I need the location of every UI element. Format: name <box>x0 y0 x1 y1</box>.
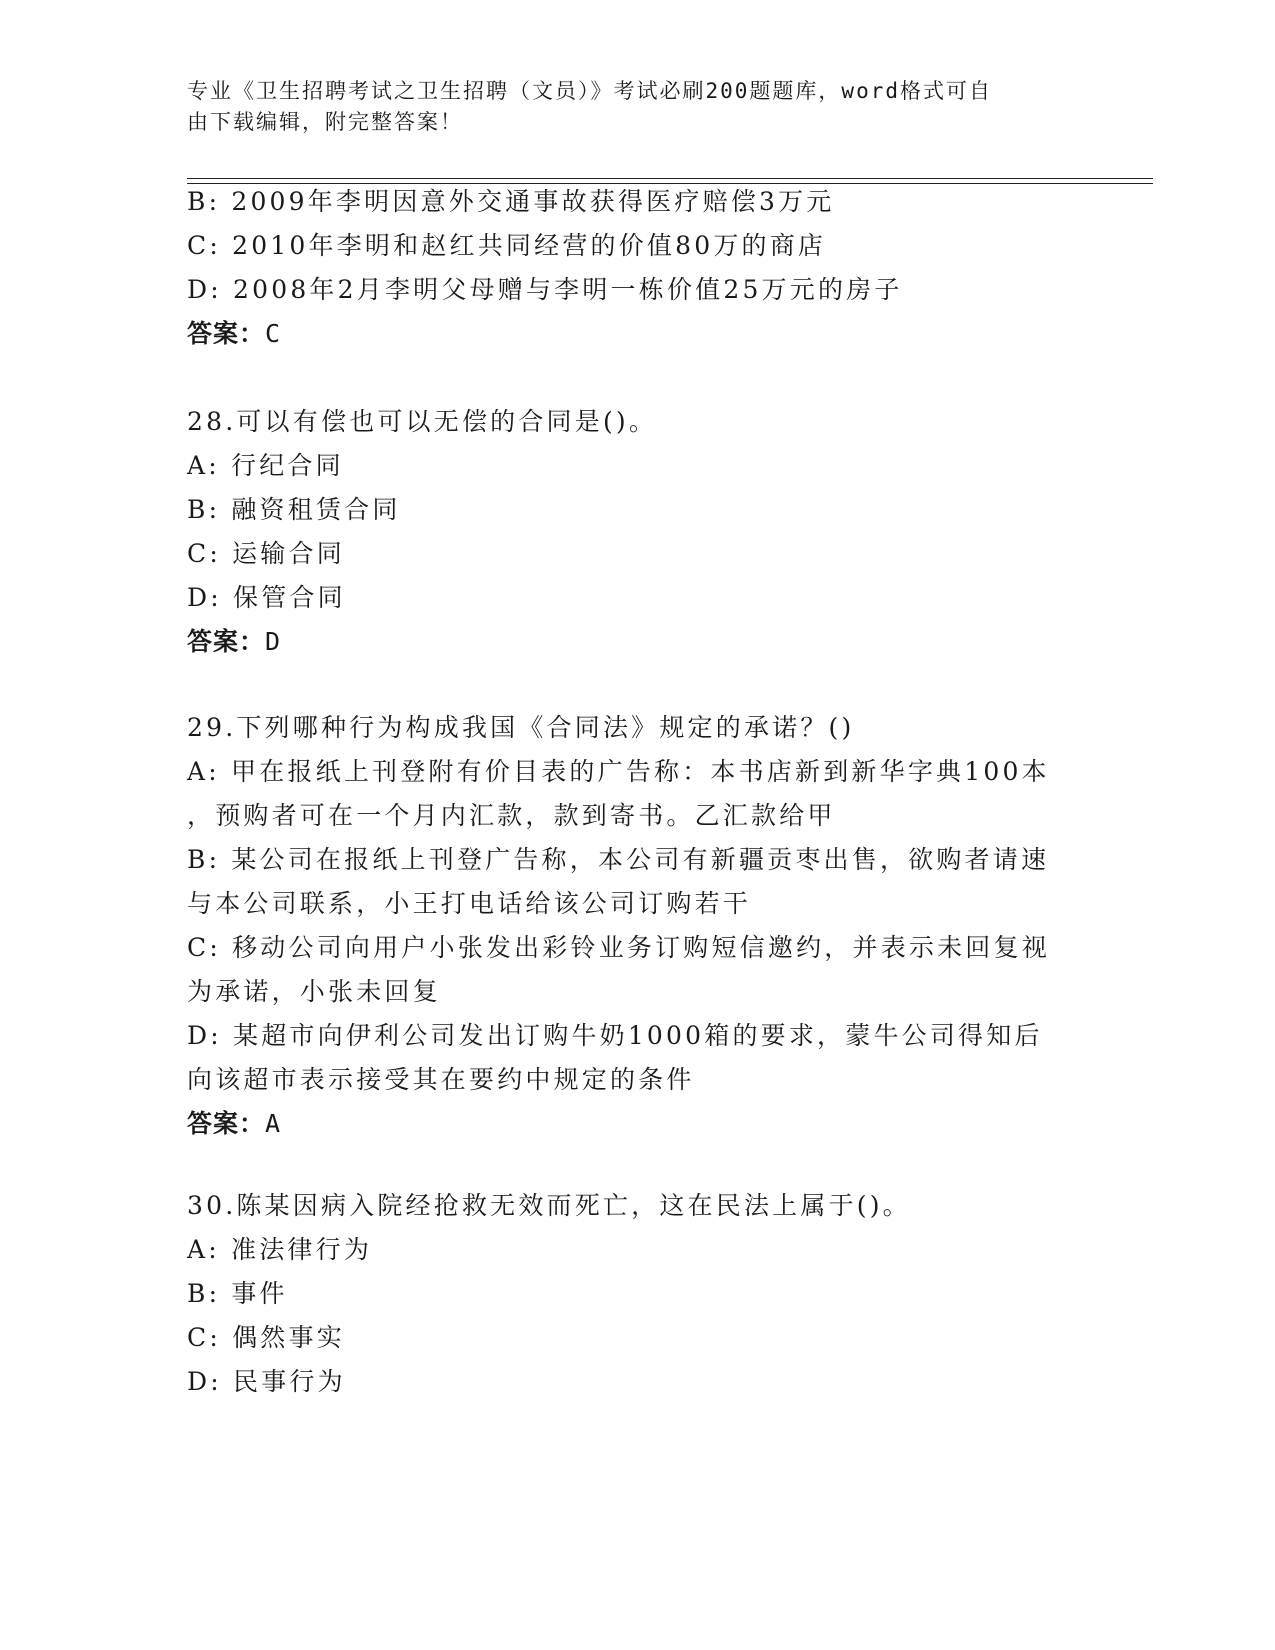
q29-option-d-line-1: D: 某超市向伊利公司发出订购牛奶1000箱的要求，蒙牛公司得知后 <box>187 1021 1043 1050</box>
answer-label: 答案： <box>187 1109 266 1138</box>
q29-option-a-line-2: ，预购者可在一个月内汇款，款到寄书。乙汇款给甲 <box>187 801 836 830</box>
q29-stem: 29.下列哪种行为构成我国《合同法》规定的承诺？() <box>187 713 855 742</box>
q30-option-d: D: 民事行为 <box>187 1367 346 1396</box>
answer-label: 答案： <box>187 627 266 656</box>
q29-option-c-line-2: 为承诺，小张未回复 <box>187 977 441 1006</box>
answer-value: C <box>265 319 282 348</box>
document-header <box>187 76 1087 138</box>
answer-value: D <box>265 627 282 656</box>
q30-option-c: C: 偶然事实 <box>187 1323 345 1352</box>
header-line-2: 由下载编辑，附完整答案！ <box>187 110 463 134</box>
answer-label: 答案： <box>187 319 266 348</box>
q28-option-c: C: 运输合同 <box>187 539 345 568</box>
q28-option-b: B: 融资租赁合同 <box>187 495 401 524</box>
q27-option-d: D: 2008年2月李明父母赠与李明一栋价值25万元的房子 <box>187 275 903 304</box>
header-divider-bottom <box>187 183 1153 184</box>
header-line-1: 专业《卫生招聘考试之卫生招聘（文员）》考试必刷200题题库，word格式可自 <box>187 79 992 103</box>
q29-option-d-line-2: 向该超市表示接受其在要约中规定的条件 <box>187 1065 695 1094</box>
q28-answer <box>187 625 281 659</box>
q28-option-d: D: 保管合同 <box>187 583 346 612</box>
q27-option-c: C: 2010年李明和赵红共同经营的价值80万的商店 <box>187 231 827 260</box>
q29-option-a-line-1: A: 甲在报纸上刊登附有价目表的广告称：本书店新到新华字典100本 <box>187 757 1050 786</box>
q29-answer <box>187 1107 281 1141</box>
q27-option-b: B: 2009年李明因意外交通事故获得医疗赔偿3万元 <box>187 187 835 216</box>
q27-answer <box>187 317 281 351</box>
q29-option-b-line-2: 与本公司联系，小王打电话给该公司订购若干 <box>187 889 752 918</box>
q29-option-b-line-1: B: 某公司在报纸上刊登广告称，本公司有新疆贡枣出售，欲购者请速 <box>187 845 1050 874</box>
q28-option-a: A: 行纪合同 <box>187 451 344 480</box>
q28-stem: 28.可以有偿也可以无偿的合同是()。 <box>187 407 658 436</box>
q30-option-b: B: 事件 <box>187 1279 288 1308</box>
answer-value: A <box>265 1109 282 1138</box>
q30-stem: 30.陈某因病入院经抢救无效而死亡，这在民法上属于()。 <box>187 1191 911 1220</box>
header-divider-top <box>187 178 1153 179</box>
q29-option-c-line-1: C: 移动公司向用户小张发出彩铃业务订购短信邀约，并表示未回复视 <box>187 933 1050 962</box>
q30-option-a: A: 准法律行为 <box>187 1235 373 1264</box>
